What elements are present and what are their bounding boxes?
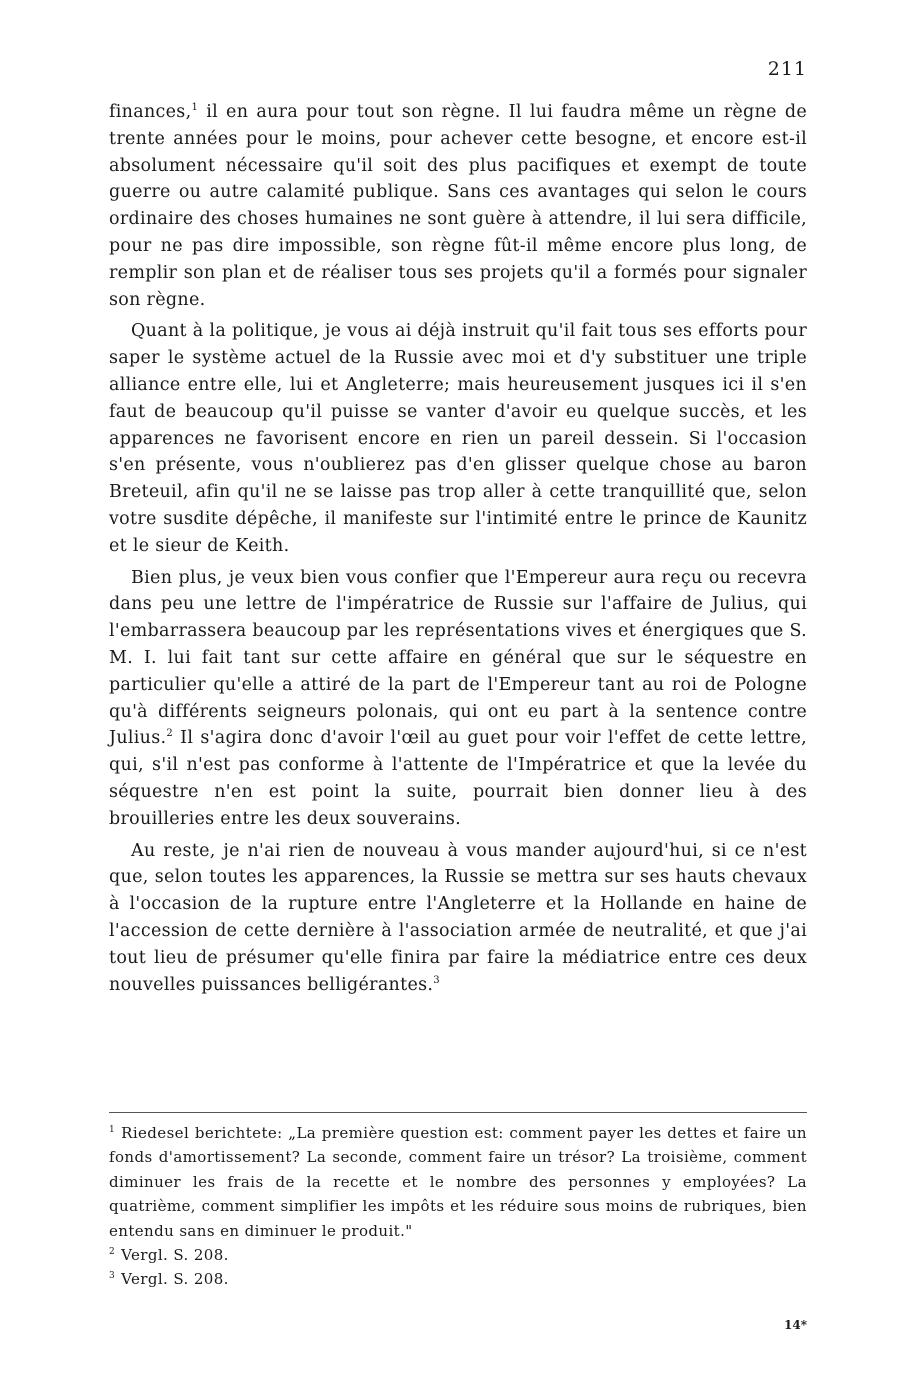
footnote-text: Riedesel berichtete: „La première question est: comment payer les dettes et faire un fonds d'amortissement? La seconde, comment faire un trésor? La troisième, comment diminuer les frais de la recette et le nombre des personnes y employées? La quatrième, comment simplifier les impôts et les réduire sous moins de rubriques, bien entendu sans en diminuer le produit." <box>109 1124 807 1240</box>
footnote-reference: 3 <box>433 974 440 986</box>
footnote <box>109 1243 807 1267</box>
footnote <box>109 1267 807 1291</box>
paragraph <box>109 838 807 999</box>
paragraph-text: il en aura pour tout son règne. Il lui faudra même un règne de trente années pour le moins, pour achever cette besogne, et encore est-il absolument nécessaire qu'il soit des plus pacifiques et exempt de toute guerre ou autre calamité publique. Sans ces avantages qui selon le cours ordinaire des choses humaines ne sont guère à attendre, il lui sera difficile, pour ne pas dire impossible, son règne fût-il même encore plus long, de remplir son plan et de réaliser tous ses projets qu'il a formés pour signaler son règne. <box>109 102 807 310</box>
page-number: 211 <box>767 58 807 80</box>
footnotes <box>109 1121 807 1292</box>
footnote-reference: 1 <box>191 102 199 113</box>
paragraph <box>109 99 807 313</box>
paragraph-text: Quant à la politique, je vous ai déjà instruit qu'il fait tous ses efforts pour saper le système actuel de la Russie avec moi et d'y substituer une triple alliance entre elle, lui et Angleterre; mais heureusement jusques ici il s'en faut de beaucoup qu'il puisse se vanter d'avoir eu quelque succès, et les apparences ne favorisent encore en rien un pareil dessein. Si l'occasion s'en présente, vous n'oublierez pas d'en glisser quelque chose au baron Breteuil, afin qu'il ne se laisse pas trop aller à cette tranquillité que, selon votre susdite dépêche, il manifeste sur l'intimité entre le prince de Kaunitz et le sieur de Keith. <box>109 321 807 556</box>
footnote-divider <box>109 1112 807 1113</box>
footnote-mark: 3 <box>109 1271 116 1282</box>
paragraph-text: finances, <box>109 102 192 122</box>
footnote-reference: 2 <box>166 728 174 740</box>
paragraph <box>109 565 807 833</box>
paragraph-text: Au reste, je n'ai rien de nouveau à vous mander aujourd'hui, si ce n'est que, selon toutes les apparences, la Russie se mettra sur ses hauts chevaux à l'occasion de la rupture entre l'Angleterre et la Hollande en haine de l'accession de cette dernière à l'association armée de neutralité, et que j'ai tout lieu de présumer qu'elle finira par faire la médiatrice entre ces deux nouvelles puissances belligérantes. <box>109 840 807 995</box>
footnote-mark: 1 <box>109 1125 116 1135</box>
footnote <box>109 1121 807 1243</box>
book-page <box>109 0 807 1392</box>
body-text <box>109 99 807 1003</box>
footnote-mark: 2 <box>109 1247 116 1258</box>
footnote-text: Vergl. S. 208. <box>121 1270 229 1289</box>
paragraph-text: Il s'agira donc d'avoir l'œil au guet pour voir l'effet de cette lettre, qui, s'il n'est pas conforme à l'attente de l'Impératrice et que la levée du séquestre n'en est point la suite, pourrait bien donner lieu à des brouilleries entre les deux souverains. <box>109 728 807 829</box>
paragraph <box>109 318 807 559</box>
footnote-text: Vergl. S. 208. <box>121 1246 229 1265</box>
printer-signature-mark: 14* <box>784 1318 807 1332</box>
paragraph-text: Bien plus, je veux bien vous confier que l'Empereur aura reçu ou recevra dans peu une lettre de l'impératrice de Russie sur l'affaire de Julius, qui l'embarrassera beaucoup par les représentations vives et énergiques que S. M. I. lui fait tant sur cette affaire en général que sur le séquestre en particulier qu'elle a attiré de la part de l'Empereur tant au roi de Pologne qu'à différents seigneurs polonais, qui ont eu part à la sentence contre Julius. <box>109 567 807 749</box>
